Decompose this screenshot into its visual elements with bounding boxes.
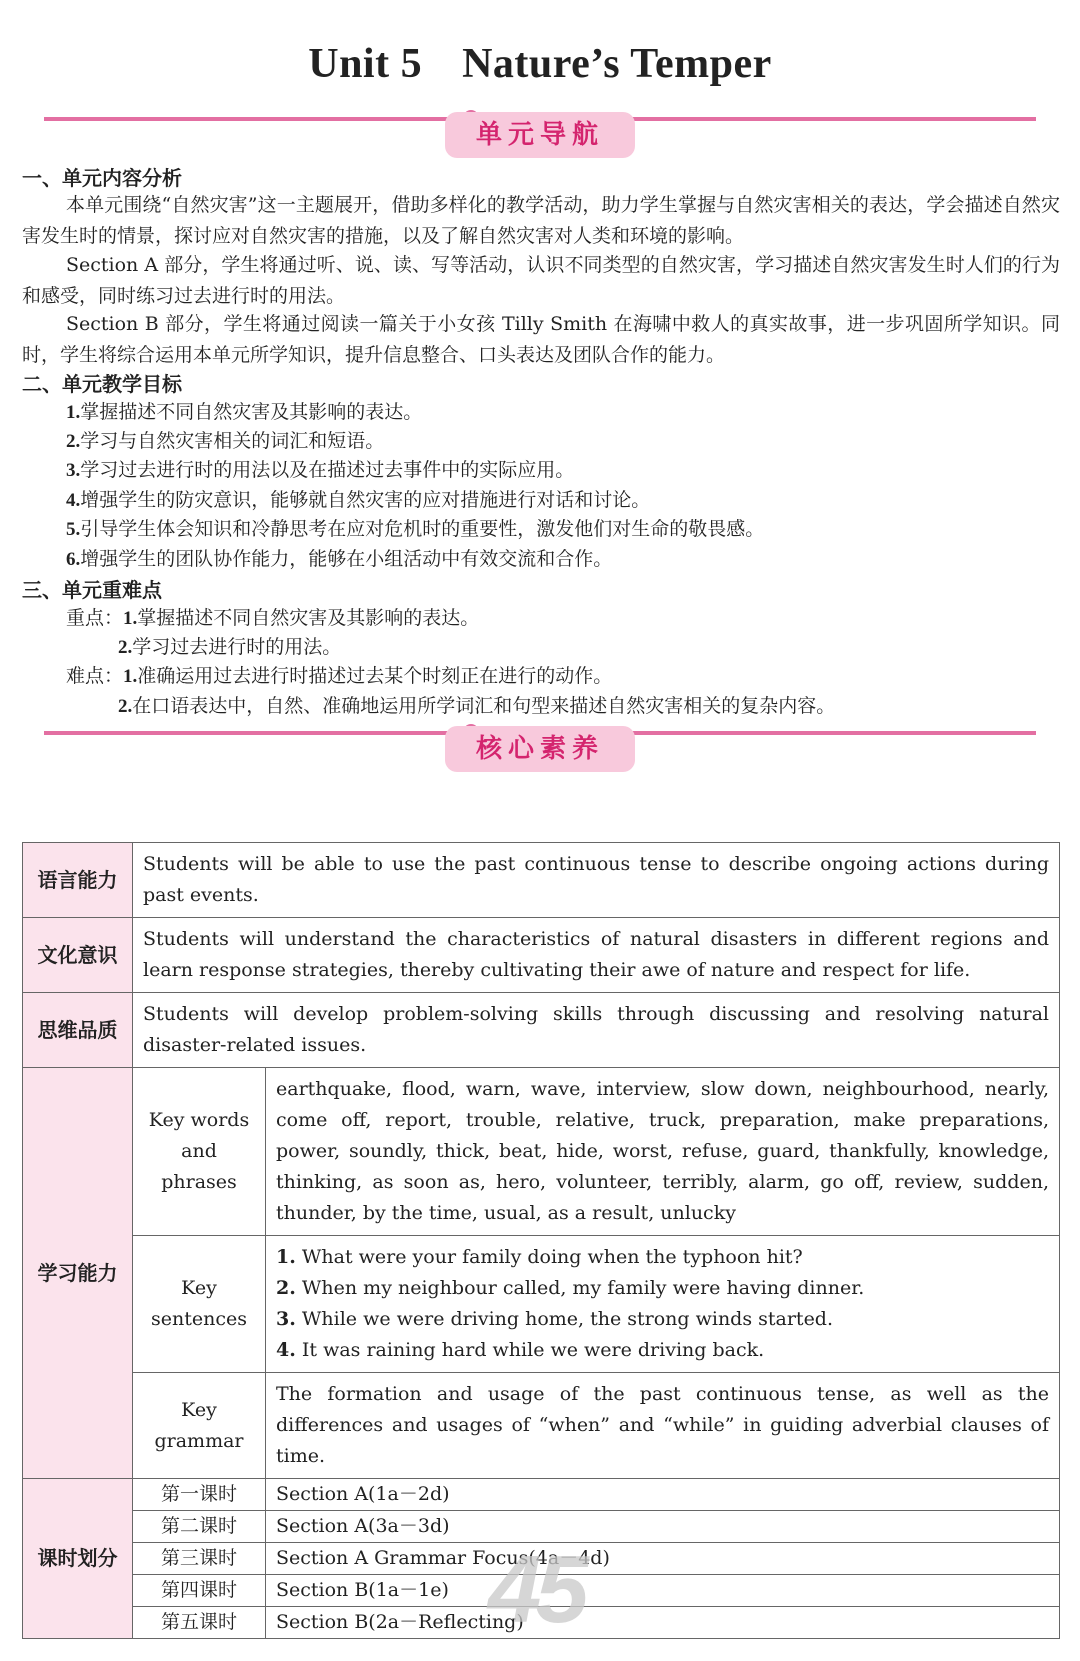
lesson-content: Section B(2a－Reflecting)	[266, 1607, 1060, 1639]
category-language: 语言能力	[23, 843, 133, 918]
language-text: Students will be able to use the past continuous tense to describe ongoing actions during past events.	[133, 843, 1060, 918]
core-literacy-table	[22, 842, 1060, 1639]
category-learning: 学习能力	[23, 1068, 133, 1479]
lesson-content: Section A(3a－3d)	[266, 1511, 1060, 1543]
focus-item: 2.学习过去进行时的用法。	[118, 636, 342, 658]
lesson-content: Section B(1a－1e)	[266, 1575, 1060, 1607]
category-thinking: 思维品质	[23, 993, 133, 1068]
lesson-content: Section A(1a－2d)	[266, 1479, 1060, 1511]
key-grammar-label: Key grammar	[133, 1373, 266, 1479]
table-row	[23, 993, 1060, 1068]
sentence-item: 3. While we were driving home, the strong winds started.	[276, 1308, 834, 1330]
category-schedule: 课时划分	[23, 1479, 133, 1639]
analysis-heading: 一、单元内容分析	[22, 166, 182, 190]
goal-item: 4.增强学生的防灾意识，能够就自然灾害的应对措施进行对话和讨论。	[66, 489, 651, 511]
sentence-item: 2. When my neighbour called, my family were having dinner.	[276, 1277, 865, 1299]
table-row	[23, 1068, 1060, 1236]
difficulty-label: 难点：	[66, 665, 124, 687]
table-row	[23, 1236, 1060, 1373]
analysis-paragraph-1: 本单元围绕“自然灾害”这一主题展开，借助多样化的教学活动，助力学生掌握与自然灾害相关的表达，学会描述自然灾害发生时的情景，探讨应对自然灾害的措施，以及了解自然灾害对人类和环境的影响。	[22, 194, 1060, 247]
goal-item: 6.增强学生的团队协作能力，能够在小组活动中有效交流和合作。	[66, 548, 613, 570]
unit-name: Nature’s Temper	[462, 41, 772, 87]
table-row	[23, 843, 1060, 918]
key-sentences-label: Key sentences	[133, 1236, 266, 1373]
goal-item: 2.学习与自然灾害相关的词汇和短语。	[66, 430, 385, 452]
analysis-paragraph-2: Section A 部分，学生将通过听、说、读、写等活动，认识不同类型的自然灾害，学习描述自然灾害发生时人们的行为和感受，同时练习过去进行时的用法。	[22, 254, 1060, 307]
banner-label: 核心素养	[445, 726, 635, 772]
focus-item: 重点：1.掌握描述不同自然灾害及其影响的表达。	[66, 607, 480, 629]
goals-heading: 二、单元教学目标	[22, 372, 182, 396]
category-culture: 文化意识	[23, 918, 133, 993]
key-grammar-text: The formation and usage of the past continuous tense, as well as the differences and usages of “when” and “while” in guiding adverbial clauses of time.	[266, 1373, 1060, 1479]
unit-nav-banner	[44, 110, 1036, 160]
key-words-label: Key words and phrases	[133, 1068, 266, 1236]
lesson-content: Section A Grammar Focus(4a－4d)	[266, 1543, 1060, 1575]
goal-item: 1.掌握描述不同自然灾害及其影响的表达。	[66, 401, 423, 423]
sentence-item: 4. It was raining hard while we were driving back.	[276, 1339, 765, 1361]
sentence-item: 1. What were your family doing when the typhoon hit?	[276, 1246, 803, 1268]
page-number: 45	[488, 1536, 583, 1643]
unit-number: Unit 5	[308, 41, 423, 87]
thinking-text: Students will develop problem-solving skills through discussing and resolving natural disaster-related issues.	[133, 993, 1060, 1068]
focus-label: 重点：	[66, 607, 124, 629]
lesson-name: 第三课时	[133, 1543, 266, 1575]
key-sentences	[266, 1236, 1060, 1373]
table-row	[23, 918, 1060, 993]
lesson-name: 第二课时	[133, 1511, 266, 1543]
lesson-name: 第五课时	[133, 1607, 266, 1639]
table-row	[23, 1479, 1060, 1511]
difficulty-item: 难点：1.准确运用过去进行时描述过去某个时刻正在进行的动作。	[66, 665, 613, 687]
goal-item: 5.引导学生体会知识和冷静思考在应对危机时的重要性，激发他们对生命的敬畏感。	[66, 518, 765, 540]
goal-item: 3.学习过去进行时的用法以及在描述过去事件中的实际应用。	[66, 459, 575, 481]
analysis-paragraph-3: Section B 部分，学生将通过阅读一篇关于小女孩 Tilly Smith 在海啸中救人的真实故事，进一步巩固所学知识。同时，学生将综合运用本单元所学知识，提升信息整合、口头表达及团队合作的能力。	[22, 313, 1060, 366]
unit-title	[0, 40, 1080, 88]
key-words-text: earthquake, flood, warn, wave, interview, slow down, neighbourhood, nearly, come off, report, trouble, relative, truck, preparation, make preparations, power, soundly, thick, beat, hide, worst, refuse, guard, thankfully, knowledge, thinking, as soon as, hero, volunteer, terribly, alarm, go off, review, sudden, thunder, by the time, usual, as a result, unlucky	[266, 1068, 1060, 1236]
lesson-name: 第一课时	[133, 1479, 266, 1511]
lesson-name: 第四课时	[133, 1575, 266, 1607]
keypoints-heading: 三、单元重难点	[22, 578, 162, 602]
core-literacy-banner	[44, 724, 1036, 774]
culture-text: Students will understand the characteristics of natural disasters in different regions and learn response strategies, thereby cultivating their awe of nature and respect for life.	[133, 918, 1060, 993]
difficulty-item: 2.在口语表达中，自然、准确地运用所学词汇和句型来描述自然灾害相关的复杂内容。	[118, 695, 836, 717]
table-row	[23, 1373, 1060, 1479]
banner-label: 单元导航	[445, 112, 635, 158]
